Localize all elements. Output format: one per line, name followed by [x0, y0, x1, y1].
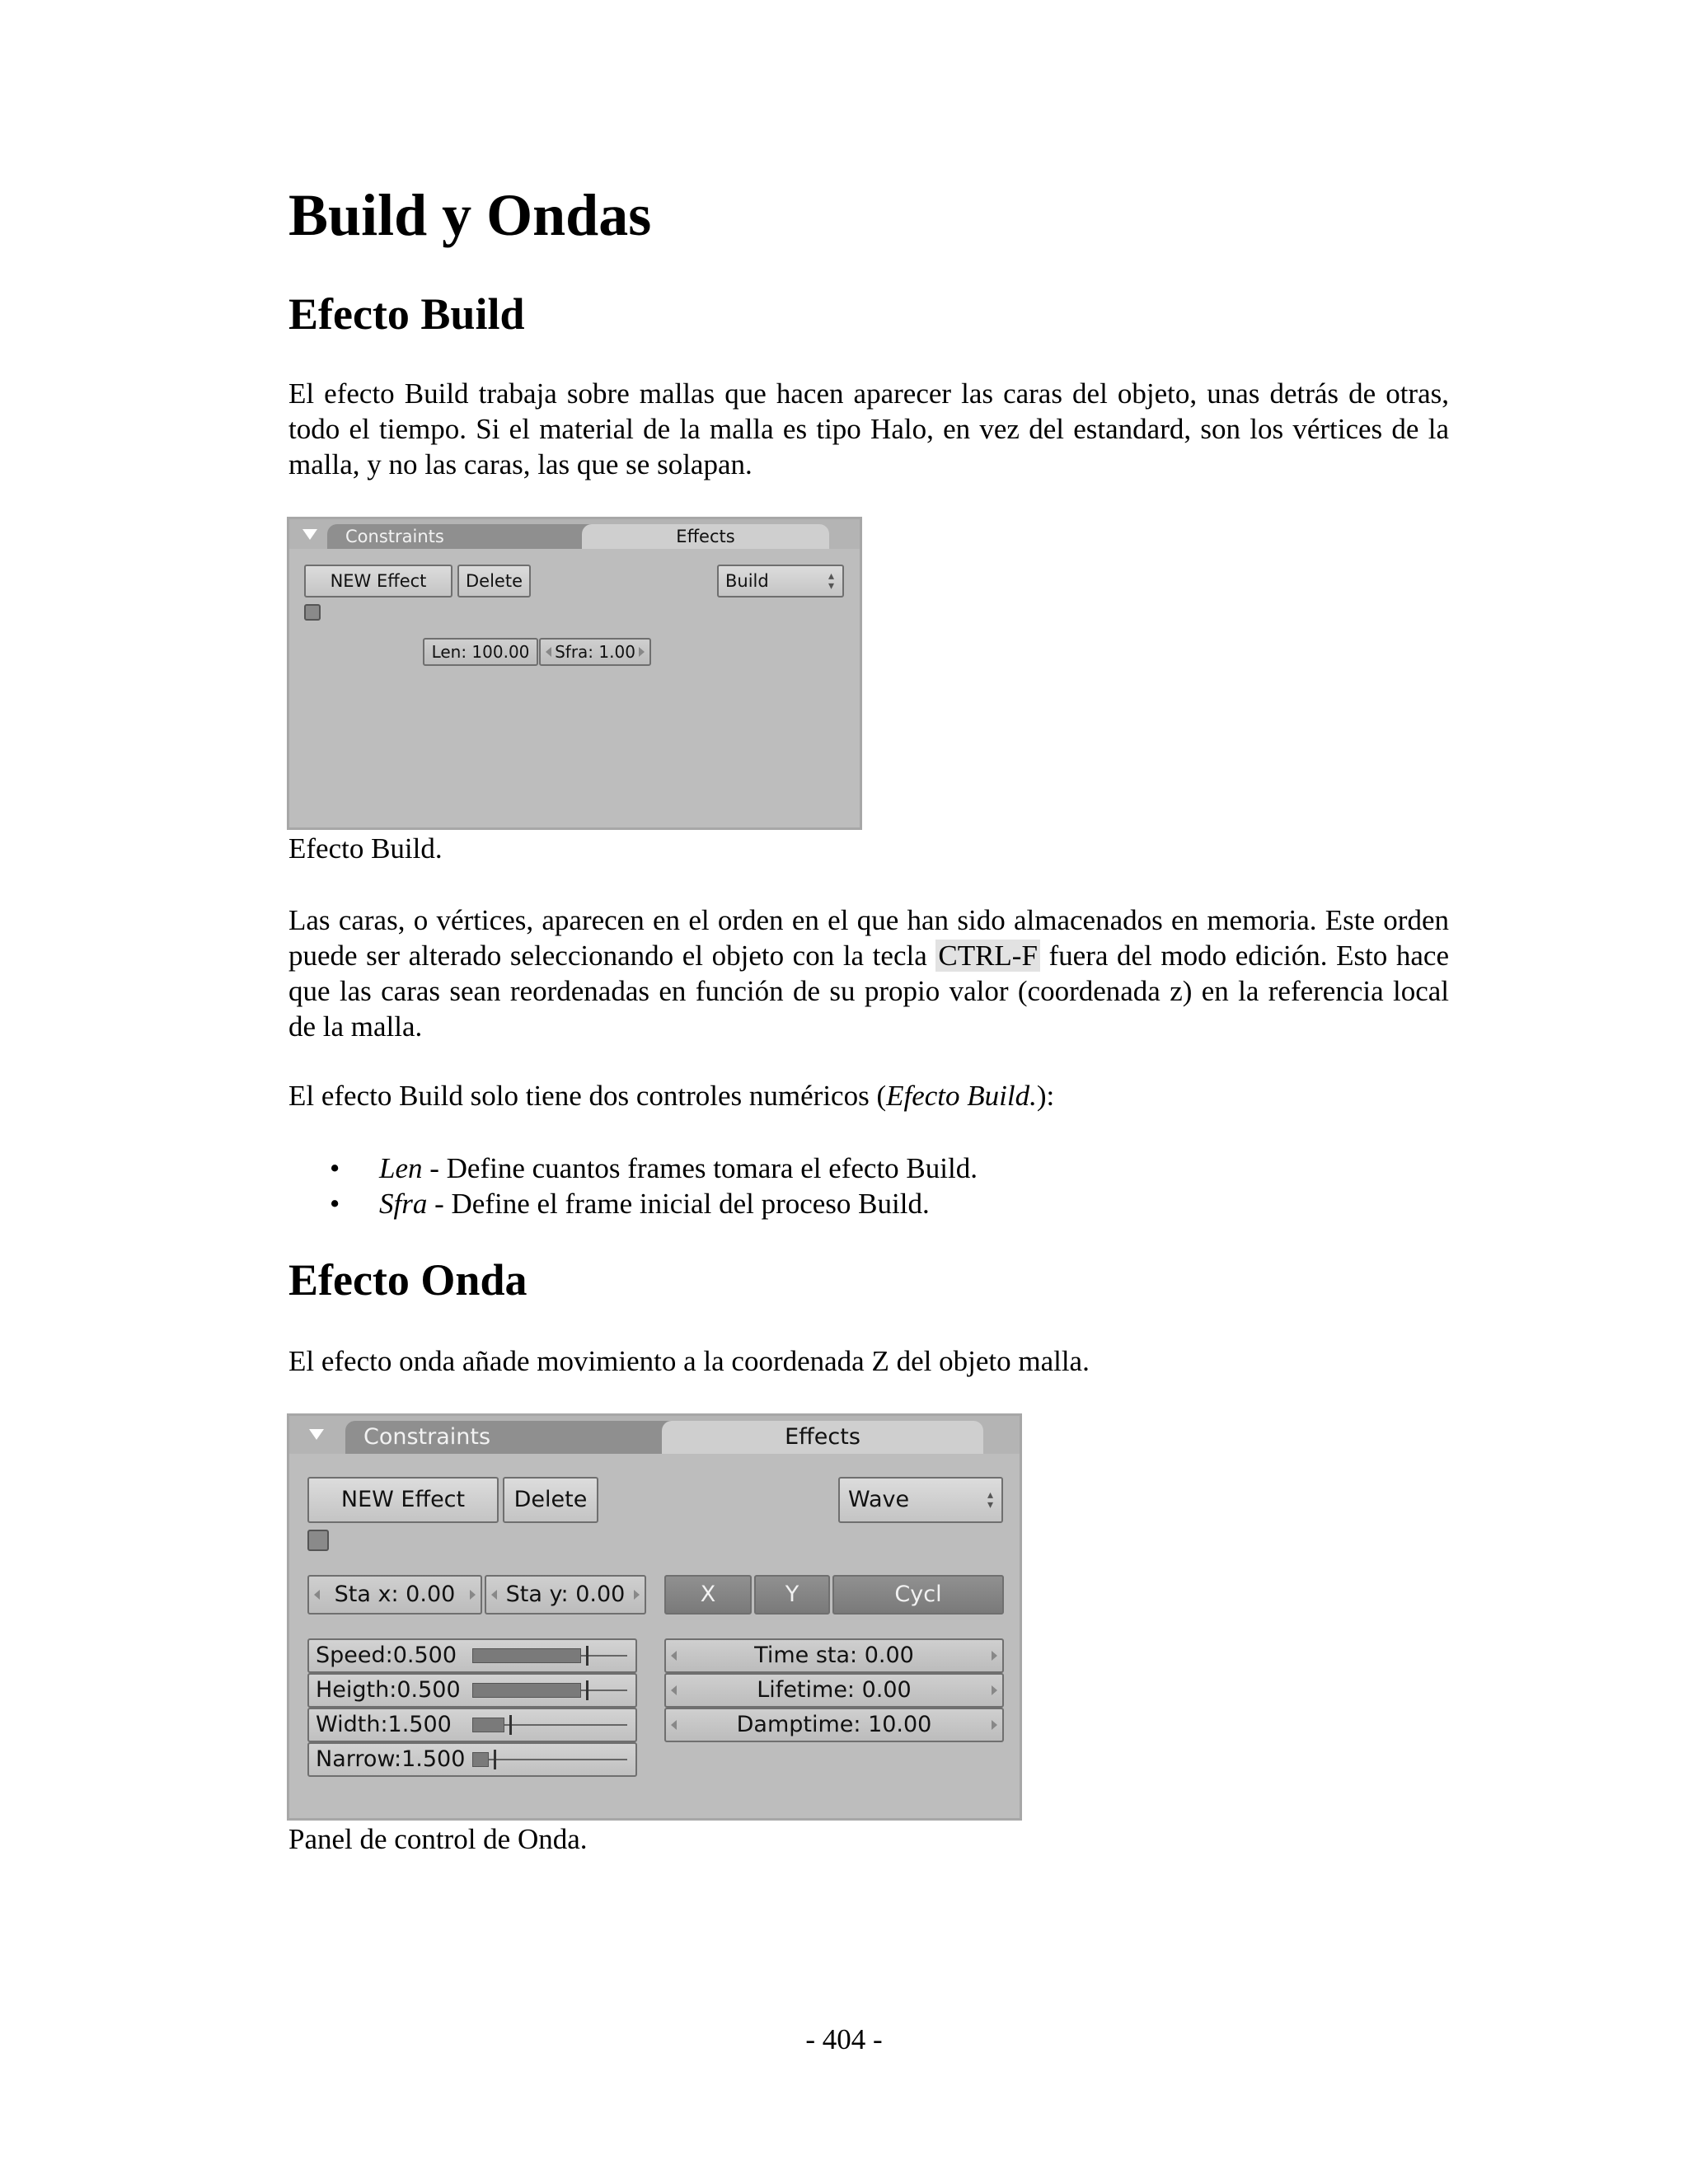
tab-effects[interactable]: Effects	[662, 1421, 983, 1454]
build-order-paragraph	[288, 902, 1449, 1044]
lifetime-field[interactable]	[664, 1673, 1004, 1708]
build-panel-caption: Efecto Build.	[288, 832, 443, 865]
increment-arrow-icon[interactable]	[470, 1590, 476, 1600]
build-controls-list	[288, 1151, 978, 1221]
tab-effects[interactable]: Effects	[582, 524, 829, 549]
effect-enable-checkbox[interactable]	[304, 604, 321, 621]
time-sta-value: Time sta: 0.00	[754, 1643, 914, 1668]
slider-handle[interactable]	[494, 1750, 496, 1769]
select-arrows-icon: ▴ ▾	[987, 1488, 993, 1511]
panel-tab-bar	[289, 519, 860, 549]
slider-fill	[472, 1752, 489, 1767]
paragraph-text: Las caras, o vértices, aparecen en el orden en el que han sido almacenados en memoria. Este orden puede ser alterado seleccionando el objeto con la tecla	[288, 904, 1449, 972]
width-slider[interactable]	[307, 1708, 637, 1742]
panel-tab-bar	[289, 1416, 1020, 1454]
wave-intro-paragraph: El efecto onda añade movimiento a la coordenada Z del objeto malla.	[288, 1345, 1090, 1377]
toggle-cycl-button[interactable]: Cycl	[832, 1575, 1004, 1615]
wave-effect-panel	[287, 1413, 1022, 1821]
increment-arrow-icon[interactable]	[992, 1720, 997, 1730]
narrow-slider[interactable]	[307, 1742, 637, 1777]
collapse-triangle-icon[interactable]	[309, 1429, 324, 1440]
new-effect-button[interactable]: NEW Effect	[307, 1477, 499, 1523]
slider-handle[interactable]	[586, 1646, 588, 1666]
toggle-x-button[interactable]: X	[664, 1575, 752, 1615]
slider-label: Speed:0.500	[316, 1643, 457, 1668]
slider-fill	[472, 1683, 581, 1698]
sta-x-value: Sta x: 0.00	[334, 1582, 456, 1607]
heigth-slider[interactable]	[307, 1673, 637, 1708]
increment-arrow-icon[interactable]	[634, 1590, 640, 1600]
lifetime-value: Lifetime: 0.00	[757, 1677, 912, 1703]
decrement-arrow-icon[interactable]	[671, 1651, 677, 1661]
list-text: - Define el frame inicial del proceso Build.	[427, 1188, 930, 1220]
build-intro-paragraph: El efecto Build trabaja sobre mallas que hacen aparecer las caras del objeto, unas detrás de otras, todo el tiempo. Si el material de la malla es tipo Halo, en vez del estandard, son los vértices de la malla, y no las caras, las que se solapan.	[288, 377, 1449, 480]
section-heading-wave: Efecto Onda	[288, 1255, 528, 1305]
page-number: - 404 -	[805, 2023, 883, 2055]
delete-button[interactable]: Delete	[457, 565, 531, 598]
list-term: Len	[379, 1152, 423, 1184]
slider-label: Heigth:0.500	[316, 1677, 461, 1703]
increment-arrow-icon[interactable]	[992, 1651, 997, 1661]
decrement-arrow-icon[interactable]	[314, 1590, 320, 1600]
ctrl-f-key: CTRL-F	[935, 940, 1040, 972]
sta-x-field[interactable]	[307, 1575, 482, 1615]
slider-handle[interactable]	[509, 1715, 512, 1735]
tab-constraints[interactable]: Constraints	[327, 524, 624, 549]
sfra-value: Sfra: 1.00	[555, 642, 635, 662]
list-item	[288, 1151, 978, 1186]
list-term: Sfra	[379, 1188, 428, 1220]
speed-slider[interactable]	[307, 1638, 637, 1673]
effect-type-select[interactable]	[717, 565, 844, 598]
decrement-arrow-icon[interactable]	[546, 647, 551, 657]
slider-handle[interactable]	[586, 1680, 588, 1700]
sfra-field[interactable]	[539, 638, 651, 666]
effect-type-select[interactable]	[838, 1477, 1003, 1523]
toggle-y-button[interactable]: Y	[754, 1575, 830, 1615]
sta-y-field[interactable]	[485, 1575, 646, 1615]
increment-arrow-icon[interactable]	[639, 647, 645, 657]
new-effect-button[interactable]: NEW Effect	[304, 565, 452, 598]
sta-y-value: Sta y: 0.00	[505, 1582, 626, 1607]
paragraph-text: fuera del modo edición. Esto hace que las caras sean reordenadas en función de su propio valor (coordenada z) en la referencia local de la malla.	[288, 940, 1449, 1043]
delete-button[interactable]: Delete	[503, 1477, 598, 1523]
slider-label: Width:1.500	[316, 1712, 452, 1737]
time-sta-field[interactable]	[664, 1638, 1004, 1673]
figure-reference: Efecto Build.	[886, 1080, 1037, 1112]
slider-label: Narrow:1.500	[316, 1746, 466, 1772]
slider-fill	[472, 1648, 581, 1663]
damptime-field[interactable]	[664, 1708, 1004, 1742]
list-text: - Define cuantos frames tomara el efecto Build.	[422, 1152, 978, 1184]
damptime-value: Damptime: 10.00	[736, 1712, 932, 1737]
effect-enable-checkbox[interactable]	[307, 1530, 329, 1551]
paragraph-text: ):	[1036, 1080, 1055, 1112]
build-effect-panel	[287, 517, 862, 830]
len-field[interactable]: Len: 100.00	[423, 638, 538, 666]
collapse-triangle-icon[interactable]	[302, 529, 317, 540]
decrement-arrow-icon[interactable]	[491, 1590, 497, 1600]
wave-panel-caption: Panel de control de Onda.	[288, 1823, 588, 1855]
page-title: Build y Ondas	[288, 182, 652, 248]
decrement-arrow-icon[interactable]	[671, 1720, 677, 1730]
paragraph-text: El efecto Build solo tiene dos controles numéricos (	[288, 1080, 887, 1112]
section-heading-build: Efecto Build	[288, 289, 525, 339]
build-controls-paragraph	[288, 1078, 1449, 1113]
list-item	[288, 1186, 978, 1221]
increment-arrow-icon[interactable]	[992, 1685, 997, 1695]
tab-constraints[interactable]: Constraints	[345, 1421, 700, 1454]
select-arrows-icon: ▴ ▾	[828, 569, 834, 593]
effect-type-value: Build	[725, 571, 769, 591]
slider-fill	[472, 1718, 504, 1732]
decrement-arrow-icon[interactable]	[671, 1685, 677, 1695]
effect-type-value: Wave	[848, 1487, 910, 1512]
